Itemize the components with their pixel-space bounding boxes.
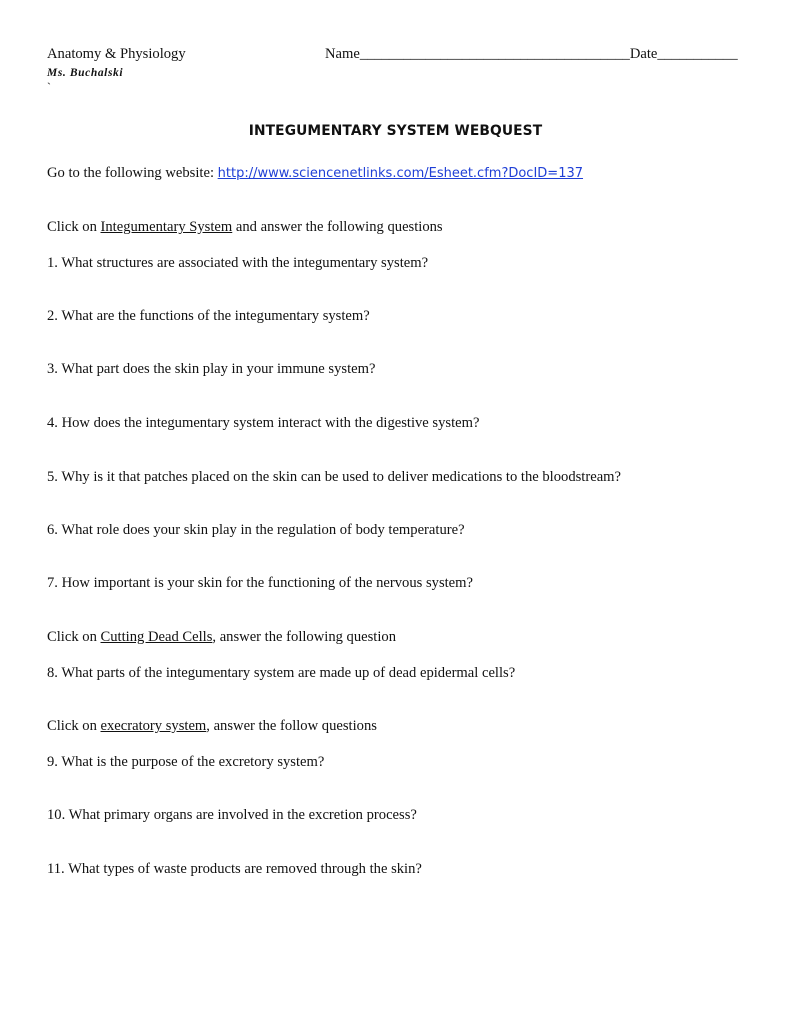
question-1: 1. What structures are associated with the integumentary system? — [47, 255, 429, 271]
section-suffix: , answer the following question — [212, 629, 397, 645]
course-name: Anatomy & Physiology — [47, 46, 186, 62]
section-instruction-2 — [47, 629, 396, 646]
question-8: 8. What parts of the integumentary system are made up of dead epidermal cells? — [47, 665, 516, 681]
page-title: INTEGUMENTARY SYSTEM WEBQUEST — [248, 123, 543, 139]
section-instruction-1 — [47, 219, 443, 236]
question-7: 7. How important is your skin for the functioning of the nervous system? — [47, 575, 473, 591]
name-date-field[interactable]: Name_____________________________________Date___________ — [325, 46, 738, 62]
section-prefix: Click on — [47, 718, 101, 734]
section-instruction-3 — [47, 718, 377, 735]
section-prefix: Click on — [47, 219, 101, 235]
stray-mark: ` — [47, 80, 51, 94]
question-10: 10. What primary organs are involved in the excretion process? — [47, 807, 417, 823]
question-4: 4. How does the integumentary system interact with the digestive system? — [47, 415, 480, 431]
integumentary-system-link[interactable]: Integumentary System — [100, 219, 233, 235]
question-2: 2. What are the functions of the integumentary system? — [47, 308, 370, 324]
section-suffix: and answer the following questions — [232, 219, 443, 235]
website-link[interactable]: http://www.sciencenetlinks.com/Esheet.cfm?DocID=137 — [217, 166, 584, 181]
question-6: 6. What role does your skin play in the regulation of body temperature? — [47, 522, 465, 538]
section-suffix: , answer the follow questions — [206, 718, 377, 734]
question-9: 9. What is the purpose of the excretory system? — [47, 754, 325, 770]
question-5: 5. Why is it that patches placed on the skin can be used to deliver medications to the bloodstream? — [47, 469, 622, 485]
question-3: 3. What part does the skin play in your immune system? — [47, 361, 376, 377]
teacher-name: Ms. Buchalski — [47, 67, 124, 79]
intro-line — [47, 165, 583, 182]
execratory-system-link[interactable]: execratory system — [100, 718, 207, 734]
section-prefix: Click on — [47, 629, 101, 645]
cutting-dead-cells-link[interactable]: Cutting Dead Cells — [100, 629, 213, 645]
intro-prefix: Go to the following website: — [47, 165, 218, 181]
question-11: 11. What types of waste products are removed through the skin? — [47, 861, 422, 877]
